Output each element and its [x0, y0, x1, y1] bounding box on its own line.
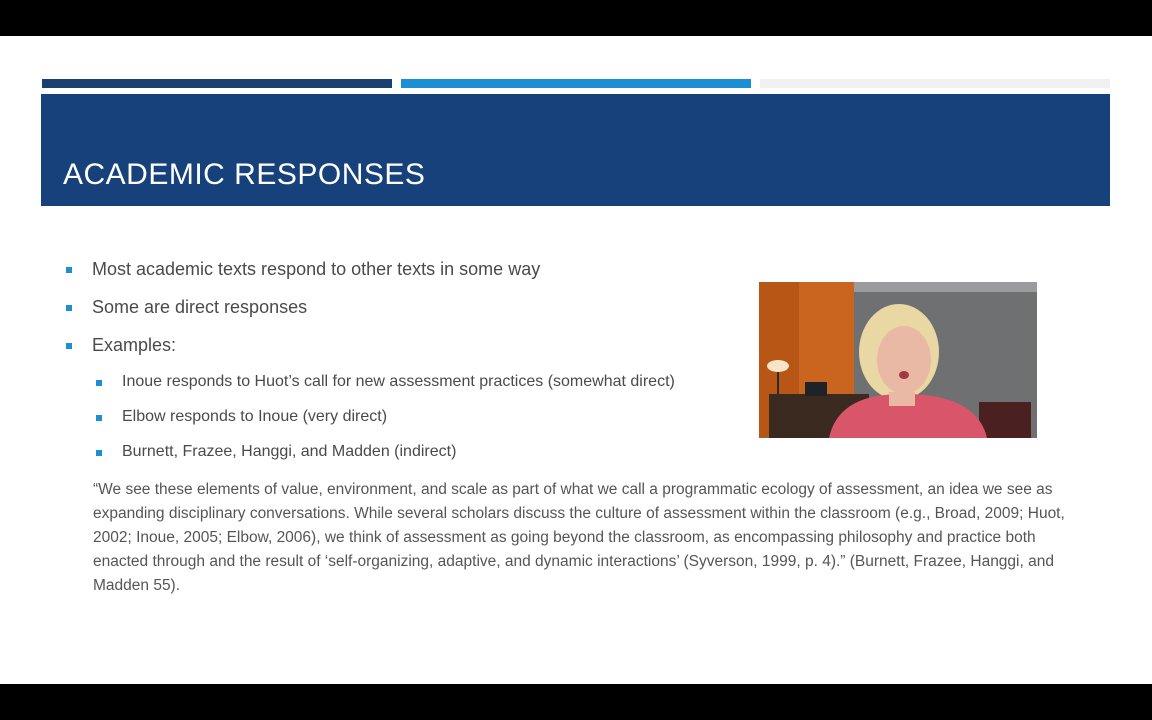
- bullet-item: [66, 259, 736, 297]
- bullet-text: Most academic texts respond to other texts in some way: [92, 259, 541, 279]
- bullet-square-icon: [66, 305, 72, 311]
- sub-bullet-square-icon: [96, 415, 102, 421]
- accent-bar-dark: [42, 79, 392, 88]
- bullet-text: Some are direct responses: [92, 297, 308, 317]
- sub-bullet-item: [66, 443, 736, 478]
- bullet-item: [66, 297, 736, 335]
- slide: [0, 36, 1152, 684]
- sub-bullet-item: [66, 373, 736, 408]
- citation-quote: “We see these elements of value, environment, and scale as part of what we call a programmatic ecology of assessment, an idea we see as expanding disciplinary conversations. While several scholars discuss the culture of assessment within the classroom (e.g., Broad, 2009; Huot, 2002; Inoue, 2005; Elbow, 2006), we think of assessment as going beyond the classroom, as encompassing philosophy and practice both enacted through and the result of ‘self-organizing, adaptive, and dynamic interactions’ (Syverson, 1999, p. 4).” (Burnett, Frazee, Hanggi, and Madden 55).: [93, 481, 1065, 594]
- accent-bar-light: [401, 79, 751, 88]
- sub-bullet-text: Inoue responds to Huot’s call for new assessment practices (somewhat direct): [122, 373, 675, 390]
- sub-bullet-square-icon: [96, 450, 102, 456]
- accent-bar-pale: [760, 79, 1110, 88]
- sub-bullet-item: [66, 408, 736, 443]
- sub-bullet-square-icon: [96, 380, 102, 386]
- bullet-text: Examples:: [92, 335, 177, 355]
- presenter-video-frame: [759, 282, 1037, 438]
- sub-bullet-text: Elbow responds to Inoue (very direct): [122, 408, 388, 425]
- bullet-item: [66, 335, 736, 373]
- webcam-video: [759, 282, 1037, 438]
- slide-title: ACADEMIC RESPONSES: [63, 158, 426, 191]
- bullet-list: [66, 259, 736, 478]
- bullet-square-icon: [66, 267, 72, 273]
- bullet-square-icon: [66, 343, 72, 349]
- sub-bullet-text: Burnett, Frazee, Hanggi, and Madden (indirect): [122, 443, 457, 460]
- title-band: [41, 94, 1110, 206]
